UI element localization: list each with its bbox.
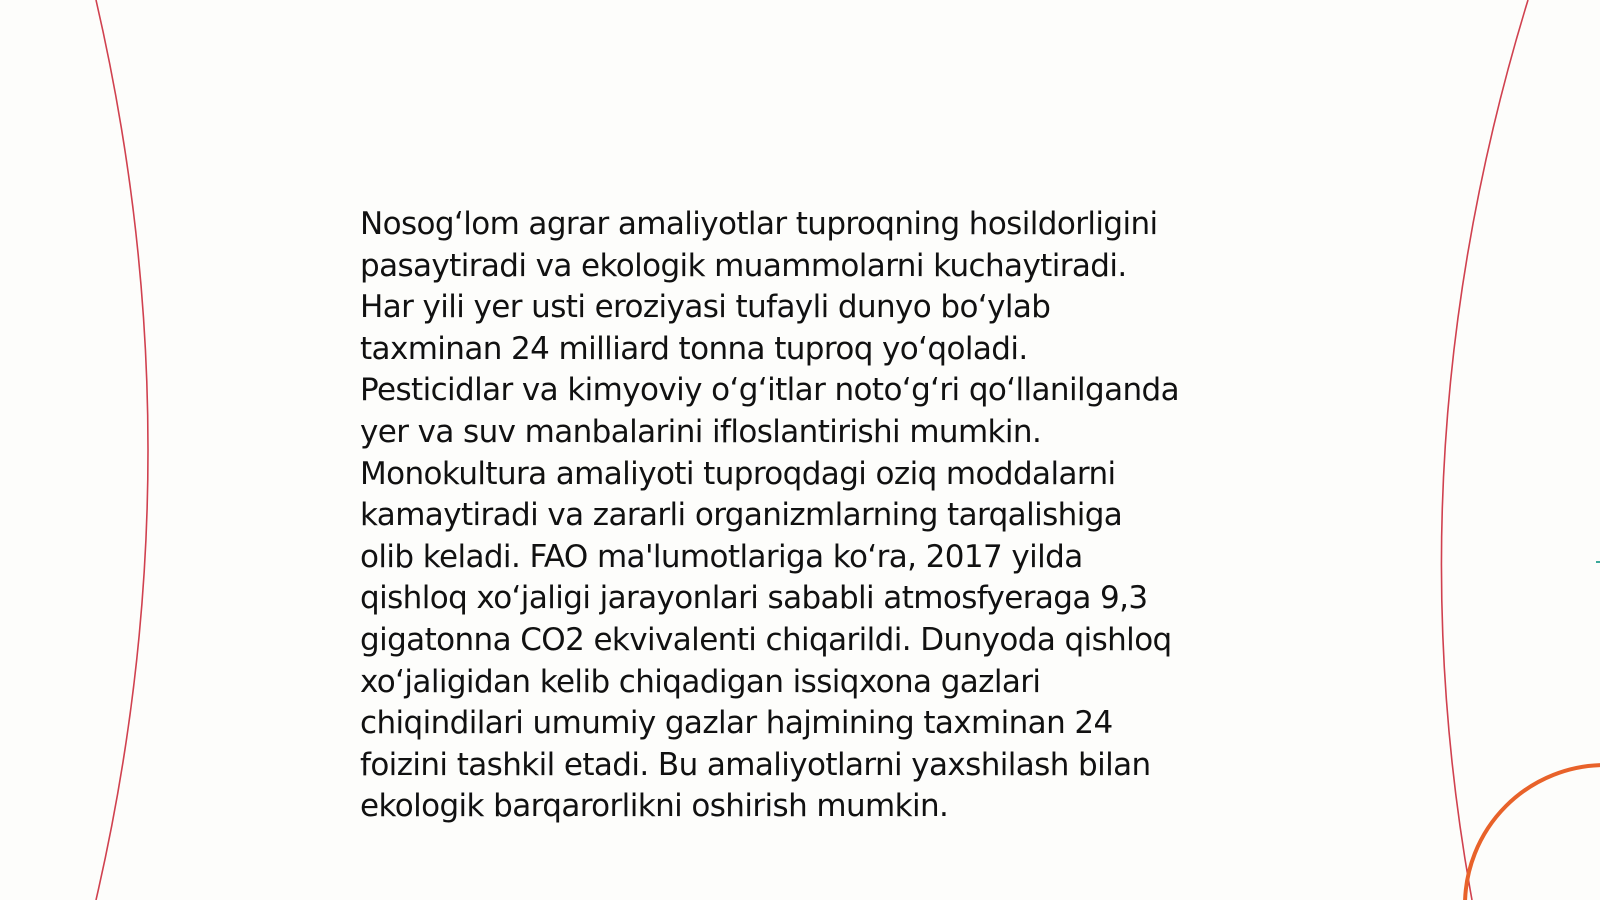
orange-arc [1465,765,1600,900]
body-paragraph [360,204,1260,828]
text-line: yer va suv manbalarini ifloslantirishi mumkin. [360,413,1042,450]
left-curve [96,0,148,900]
text-line: xo‘jaligidan kelib chiqadigan issiqxona gazlari [360,663,1041,700]
text-line: Pesticidlar va kimyoviy o‘g‘itlar noto‘g‘ri qo‘llanilganda [360,372,1180,409]
text-line: Har yili yer usti eroziyasi tufayli dunyo bo‘ylab [360,289,1051,326]
text-line: olib keladi. FAO ma'lumotlariga ko‘ra, 2017 yilda [360,538,1083,575]
right-curve [1441,0,1528,900]
text-line: taxminan 24 milliard tonna tuproq yo‘qoladi. [360,330,1028,367]
text-line: foizini tashkil etadi. Bu amaliyotlarni yaxshilash bilan [360,746,1151,783]
text-line: qishloq xo‘jaligi jarayonlari sababli atmosfyeraga 9,3 [360,580,1148,617]
text-line: Monokultura amaliyoti tuproqdagi oziq moddalarni [360,455,1116,492]
text-line: ekologik barqarorlikni oshirish mumkin. [360,788,949,825]
text-line: Nosog‘lom agrar amaliyotlar tuproqning hosildorligini [360,206,1158,242]
text-line: chiqindilari umumiy gazlar hajmining taxminan 24 [360,705,1113,742]
text-line: pasaytiradi va ekologik muammolarni kuchaytiradi. [360,247,1127,284]
text-line: gigatonna CO2 ekvivalenti chiqarildi. Dunyoda qishloq [360,621,1172,658]
text-line: kamaytiradi va zararli organizmlarning tarqalishiga [360,497,1123,534]
